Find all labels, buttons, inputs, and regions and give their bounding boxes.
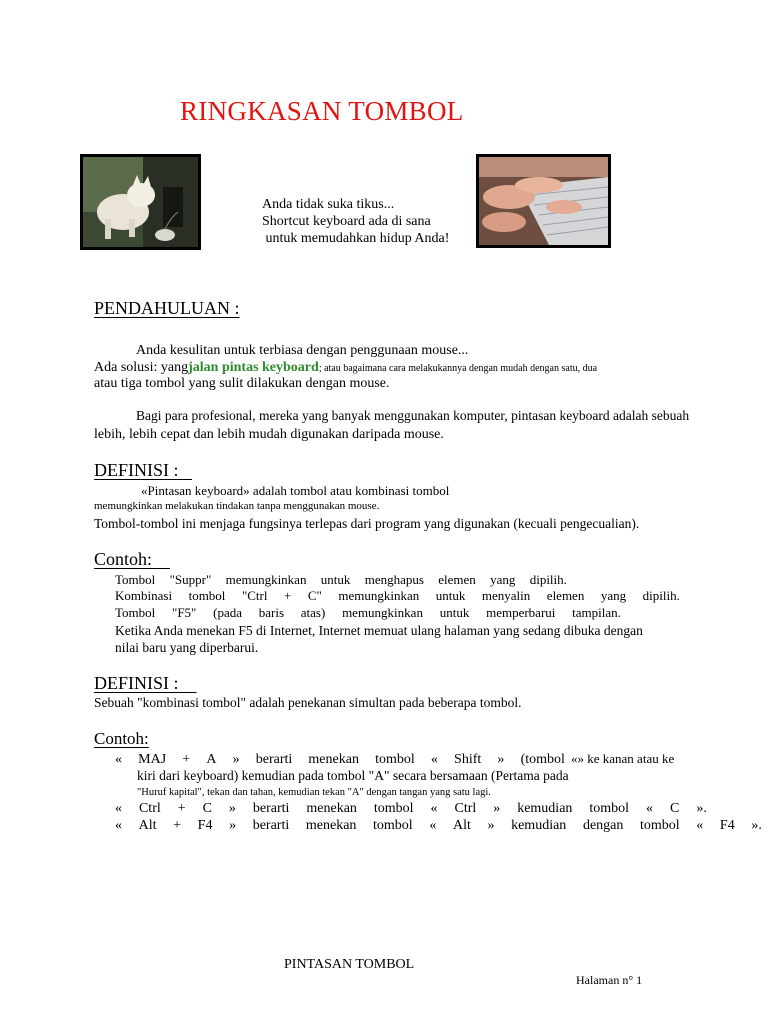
word: berarti (252, 801, 290, 816)
word: » (229, 818, 237, 833)
word: menekan (306, 801, 357, 816)
word: memungkinkan (338, 588, 420, 603)
word: memungkinkan (225, 572, 307, 587)
contoh-2-row-1-words (115, 751, 565, 768)
intro-line-1: Anda tidak suka tikus... (262, 197, 395, 212)
section-heading-contoh-1: Contoh: (94, 549, 153, 569)
word: tombol (373, 818, 413, 833)
word: F4 (719, 818, 735, 833)
word: A (206, 752, 217, 767)
word: Ctrl (138, 801, 161, 816)
word: C (670, 801, 680, 816)
word: F4 (197, 818, 213, 833)
word: + (283, 588, 292, 603)
definisi-1-line-1: «Pintasan keyboard» adalah tombol atau kombinasi tombol (141, 483, 450, 498)
word: elemen (438, 572, 476, 587)
word: + (173, 818, 182, 833)
word: « (696, 818, 704, 833)
word: « (115, 818, 122, 833)
word: tombol (373, 801, 414, 816)
contoh-2-row-1 (115, 750, 700, 768)
word: elemen (546, 588, 585, 603)
word: (pada (213, 605, 242, 620)
word: Ctrl (454, 801, 477, 816)
pendahuluan-paragraph-2b: atau tiga tombol yang sulit dilakukan dengan mouse. (94, 376, 390, 391)
word: untuk (439, 605, 470, 620)
word: tombol (188, 588, 226, 603)
document-title: RINGKASAN TOMBOL (180, 96, 464, 126)
word: menekan (305, 818, 357, 833)
word: Kombinasi (115, 588, 173, 603)
contoh-1-line-2 (115, 587, 680, 604)
word: tombol (589, 801, 630, 816)
word: dipilih. (529, 572, 567, 587)
word: berarti (252, 818, 290, 833)
contoh-2-row-2: kiri dari keyboard) kemudian pada tombol "A" secara bersamaan (Pertama pada (137, 768, 569, 783)
keyboard-image (479, 157, 608, 245)
word: Alt (452, 818, 471, 833)
contoh-2-row-3: "Huruf kapital", tekan dan tahan, kemudian tekan "A" dengan tangan yang satu lagi. (137, 787, 491, 798)
intro-text (262, 196, 449, 247)
word: menghapus (364, 572, 424, 587)
word: C (202, 801, 212, 816)
section-heading-pendahuluan: PENDAHULUAN : (94, 298, 240, 318)
definisi-1-line-3: Tombol-tombol ini menjaga fungsinya terlepas dari program yang digunakan (kecuali pengecualian). (94, 516, 640, 531)
cat-photo (80, 154, 201, 250)
word: MAJ (138, 752, 167, 767)
cat-image (83, 157, 198, 247)
word: kemudian (511, 818, 567, 833)
word: Tombol (115, 572, 156, 587)
word: tombol (375, 752, 415, 767)
page-number: Halaman n° 1 (576, 973, 643, 987)
word: untuk (435, 588, 466, 603)
keyboard-photo (476, 154, 611, 248)
intro-line-3: untuk memudahkan hidup Anda! (262, 231, 450, 246)
word: menyalin (481, 588, 531, 603)
contoh-1-line-5: nilai baru yang diperbarui. (115, 640, 259, 655)
word: baris (258, 605, 285, 620)
word: Alt (138, 818, 157, 833)
definisi-2-line-1: Sebuah "kombinasi tombol" adalah penekanan simultan pada beberapa tombol. (94, 695, 522, 710)
contoh-1-line-3 (115, 604, 621, 621)
contoh-1-line-4: Ketika Anda menekan F5 di Internet, Internet memuat ulang halaman yang sedang dibuka dengan (115, 623, 643, 638)
word: ». (751, 818, 762, 833)
word: tampilan. (572, 605, 621, 620)
word: « (430, 752, 438, 767)
word: Tombol (115, 605, 156, 620)
contoh-1-line-1 (115, 571, 567, 588)
word: » (228, 801, 236, 816)
contoh-2-row-5 (115, 817, 762, 834)
word: (tombol (520, 752, 565, 767)
pendahuluan-paragraph-3a: Bagi para profesional, mereka yang banyak menggunakan komputer, pintasan keyboard adalah sebuah (136, 408, 690, 423)
word: "F5" (172, 605, 197, 620)
section-heading-definisi-2: DEFINISI : (94, 673, 179, 693)
section-heading-definisi-1: DEFINISI : (94, 460, 179, 480)
word: atas) (300, 605, 326, 620)
word: berarti (255, 752, 293, 767)
word: Shift (454, 752, 482, 767)
section-heading-contoh-2: Contoh: (94, 729, 149, 748)
word: memperbarui (486, 605, 556, 620)
word: yang (600, 588, 627, 603)
word: « (429, 818, 437, 833)
word: untuk (320, 572, 351, 587)
contoh-2-row-1-tail: «» ke kanan atau ke (571, 751, 675, 766)
contoh-2-row-4 (115, 800, 707, 817)
word: dipilih. (642, 588, 680, 603)
word: tombol (640, 818, 680, 833)
word: « (430, 801, 438, 816)
pendahuluan-paragraph-2: Ada solusi: yangjalan pintas keyboard; atau bagaimana cara melakukannya dengan mudah dengan satu, dua (94, 360, 598, 375)
word: C" (307, 588, 322, 603)
word: « (646, 801, 654, 816)
word: "Suppr" (169, 572, 212, 587)
word: yang (490, 572, 516, 587)
word: » (497, 752, 505, 767)
intro-line-2: Shortcut keyboard ada di sana (262, 214, 431, 229)
word: » (487, 818, 495, 833)
word: « (115, 801, 122, 816)
word: memungkinkan (342, 605, 423, 620)
word: + (182, 752, 191, 767)
word: « (115, 752, 122, 767)
word: "Ctrl (241, 588, 268, 603)
keyboard-shortcut-term: jalan pintas keyboard (188, 360, 319, 375)
word: + (177, 801, 186, 816)
word: kemudian (517, 801, 573, 816)
word: menekan (308, 752, 359, 767)
pendahuluan-paragraph-1: Anda kesulitan untuk terbiasa dengan penggunaan mouse... (136, 343, 469, 358)
word: » (232, 752, 240, 767)
pendahuluan-paragraph-3b: lebih, lebih cepat dan lebih mudah digunakan daripada mouse. (94, 427, 444, 442)
definisi-1-line-2: memungkinkan melakukan tindakan tanpa menggunakan mouse. (94, 500, 380, 512)
word: ». (696, 801, 707, 816)
word: dengan (582, 818, 624, 833)
footer-label: PINTASAN TOMBOL (284, 957, 415, 972)
word: » (493, 801, 501, 816)
